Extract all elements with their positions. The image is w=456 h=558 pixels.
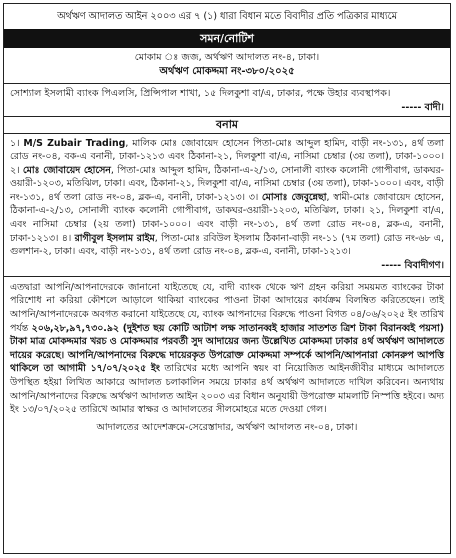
notice-frame	[3, 3, 451, 554]
defendant-4-details: , পিতা-মোঃ রবিউল ইসলাম ঠিকানা-বাড়ী নং-১১ (৭ম তলা) রোড নং-৬৮ এ, গুলশান-২, ঢাকা। এবং, বাড়ী নং-১৩১, ৪র্থ তলা রোড নং-০৪, ব্লক-এ, বনানী, ঢাকা-১২১৩।	[10, 232, 444, 258]
versus-heading: বনাম	[4, 116, 450, 134]
intro-line: অর্থঋণ আদালত আইন ২০০৩ এর ৭ (১) ধারা বিধান মতে বিবাদীর প্রতি পত্রিকার মাধ্যমে	[57, 11, 397, 22]
hearing-date: আগামী ১৭/০৭/২০২৫ ইং	[58, 363, 160, 375]
defendant-4-number: ৪।	[61, 232, 72, 244]
defendant-2-details: , পিতা-মোঃ আব্দুল হামিদ, ঠিকানা-এ-২/১৩, সোনালী ব্যাংক কলোনী গোপীবাগ, ডাকঘর-ওয়ারী-১২০৩, মতিঝিল, ঢাকা। এবং, ঠিকানা-২১, দিলকুশা বা/এ, নাসিমা চেম্বার (৩য় তলা), ঢাকা-১০০০। এবং, বাড়ী নং-১৩১, ৪র্থ তলা রোড নং-০৪, ব্লক-এ, বনানী, ঢাকা-১২১৩।	[10, 164, 444, 203]
plaintiff-role: ----- বাদী।	[401, 101, 444, 113]
body-part-3: তারিখের মধ্যে আপনি স্বয়ং বা নিয়োজিত আইনজীবীর মাধ্যমে আদালতে উপস্থিত হইয়া লিখিত আকারে আদালত চলাকালিন সময়ে ঢাকার ৪র্থ অর্থঋণ আদালতে দাখিল করিবেন। অন্যথায় আপনি/আপনাদের বিরুদ্ধে অর্থঋণ আদালত আইন ২০০৩ এর বিধান অনুযায়ী উপরোক্ত মামলাটি নিস্পত্তি হইবে। অদ্য ইং ১৩/০৭/২০২৫ তারিখে আমার স্বাক্ষর ও আদালতের সীলমোহরে মতে দেওয়া গেল।	[10, 363, 444, 416]
case-number: অর্থঋণ মোকদ্দমা নং-৩৮০/২০২৫	[159, 66, 295, 77]
defendant-1-details: , মালিক মোঃ জোবায়েদ হোসেন পিতা-মোঃ আব্দুল হামিদ, বাড়ী নং-১৩১, ৪র্থ তলা রোড নং-০৪, বক-এ বনানী, ঢাকা-১২১৩ এবং ঠিকানা-২১, দিলকুশা বা/এ, নাসিমা চেম্বার (৩য় তলা), ঢাকা-১০০০।	[10, 137, 444, 163]
defendants-role: ----- বিবাদীগণ।	[381, 259, 444, 271]
defendant-1-number: ১।	[10, 137, 20, 149]
defendant-3-number: ৩।	[248, 191, 259, 203]
footer-signature: আদালতের আদেশক্রমে-সেরেস্তাদার, অর্থঋণ আদালত নং-০৪, ঢাকা।	[96, 421, 358, 433]
notice-body	[4, 277, 450, 417]
defendant-2-name: মোঃ জোবায়েদ হোসেন	[22, 164, 111, 176]
defendant-1-name: M/S Zubair Trading	[23, 137, 126, 149]
notice-banner: সমন/নোটিশ	[4, 29, 450, 48]
defendant-2-number: ২।	[10, 164, 20, 176]
court-line: মোকাম ঃ জজ, অর্থঋণ আদালত নং-৪, ঢাকা।	[134, 52, 320, 63]
body-part-1: এতদ্বারা আপনি/আপনাদেরকে জানানো যাইতেছে যে, বাদী ব্যাংক থেকে ঋণ গ্রহন করিয়া সময়মত ব্যাংকের টাকা পরিশোধ না করিয়া কৌশলে আড়ালে থাকিয়া ব্যাংকের পাওনা টাকা আদায়ের কার্যক্রম বিলম্বিত করিতেছেন। তাই আপনি/আপনাদেরকে অবগত করানো যাইতেছে যে, ব্যাংক আপনাদের বিরুদ্ধে পাওনা বিগত ০৪/০৬/২০২৫ ইং তারিখ পর্যন্ত	[10, 281, 444, 334]
body-part-2: (দুইশত ছয় কোটি আটাশ লক্ষ সাতানব্বই হাজার সাতশত ত্রিশ টাকা বিরানব্বই পয়সা) টাকা মাত্র মোকদ্দমার খরচ ও মোকদ্দমার পরবর্তী সুদ আদায়ের জন্য উল্লেখিত মোকদ্দমা ঢাকার ৪র্থ অর্থঋণ আদালতে দায়ের করেছে। আপনি/আপনাদের বিরুদ্ধে দায়েরকৃত উপরোক্ত মোকদ্দমা সম্পর্কে আপনি/আপনারা কোনরুপ আপত্তি থাকিলে তা	[10, 322, 444, 375]
claim-amount: ২০৬,২৮,৯৭,৭৩০.৯২	[31, 322, 120, 334]
defendants-block	[4, 134, 450, 259]
defendant-3-name: মোসাঃ জেবুন্নেছা	[261, 191, 327, 203]
plaintiff-text: সোশ্যাল ইসলামী ব্যাংক পিএলসি, প্রিন্সিপাল শাখা, ১৫ দিলকুশা বা/এ, ঢাকার, পক্ষে উহার ব্যবস্থাপক।	[10, 88, 391, 99]
defendant-4-name: রাগীবুল ইসলাম রাইম	[74, 232, 155, 244]
defendant-3-details: , স্বামী-মোঃ জোবায়েদ হোসেন, ঠিকানা-এ-২/১৩, সোনালী ব্যাংক কলোনী গোপীবাগ, ডাকঘর-ওয়ারী-১২০৩, মতিঝিল, ঢাকা। ২১, দিলকুশা বা/এ, এবং নাসিমা চেম্বার (২য় তলা) ঢাকা-১০০০। এবং বাড়ী নং-১৩১, ৪র্থ তলা রোড নং-০৪, ব্লক-এ, বনানী, ঢাকা-১২১৩।	[10, 191, 444, 244]
